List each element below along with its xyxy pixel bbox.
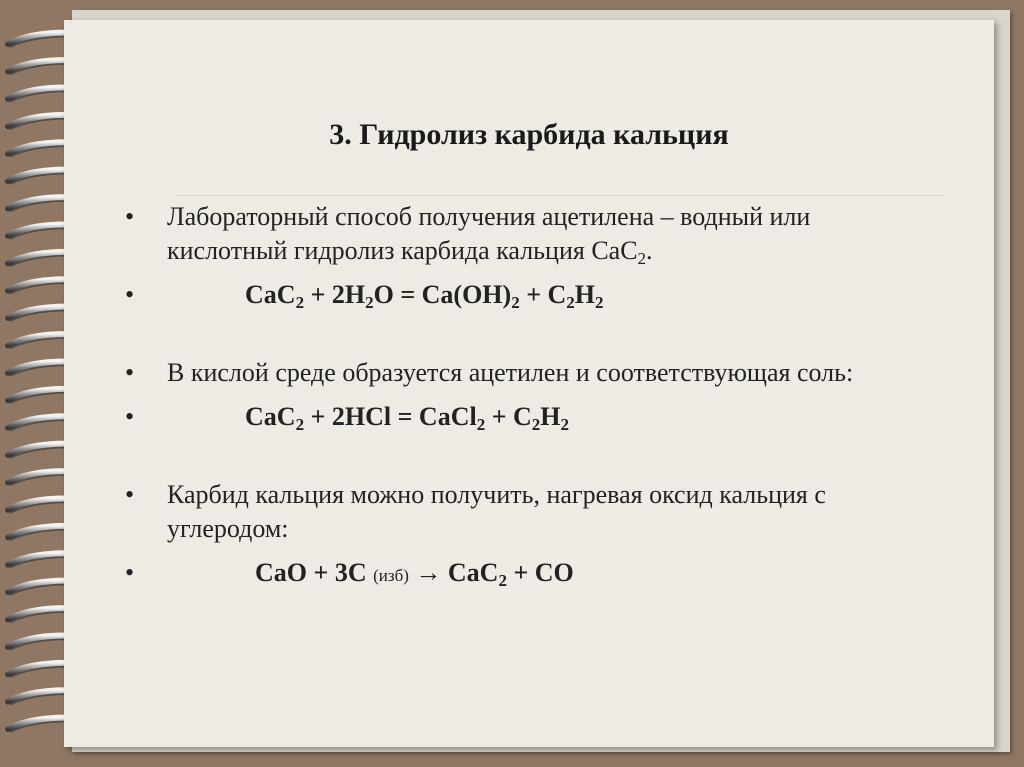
list-item: [125, 356, 925, 390]
list-item: [125, 400, 925, 434]
bullet: •: [125, 402, 135, 431]
list-item: [125, 478, 925, 546]
bullet: •: [125, 558, 135, 587]
title-divider: [174, 195, 946, 196]
list-item: [125, 278, 925, 312]
item-text: Лабораторный способ получения ацетилена – водный или кислотный гидролиз карбида кальция CaC$_2$.: [167, 202, 811, 268]
list-item: [125, 556, 925, 593]
slide-title: 3. Гидролиз карбида кальция: [329, 118, 729, 151]
equation-hydrolysis: $CaC_2 + 2H_2O = Ca(OH)_2 + C_2H_2$: [245, 280, 604, 312]
bullet: •: [125, 358, 135, 387]
item-text: Карбид кальция можно получить, нагревая оксид кальция с углеродом:: [167, 480, 826, 543]
bullet: •: [125, 202, 135, 231]
item-text: В кислой среде образуется ацетилен и соответствующая соль:: [167, 358, 854, 387]
list-item: [125, 200, 925, 268]
bullet: •: [125, 480, 135, 509]
equation-synthesis: CaO + 3C (изб) → CaC$_2$ + CO: [255, 558, 574, 590]
slide-content: [125, 200, 925, 593]
equation-acid: CaC$_2$ + 2HCl = CaCl$_2$ + $C_2H_2$: [245, 402, 570, 434]
bullet: •: [125, 280, 135, 309]
